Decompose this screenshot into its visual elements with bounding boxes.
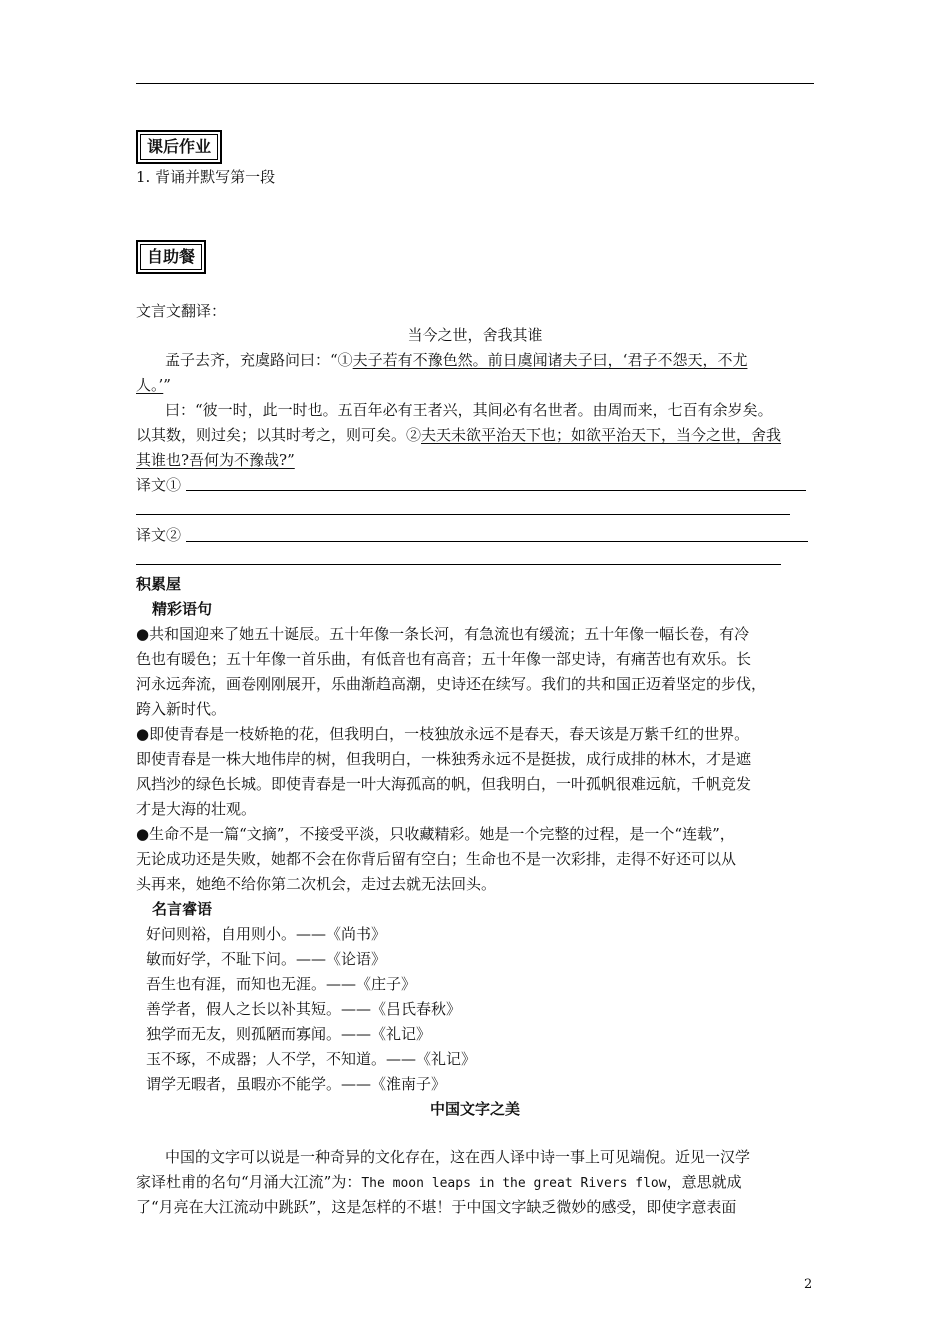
sentence-1-line-2: 色也有暖色；五十年像一首乐曲，有低音也有高音；五十年像一部史诗，有痛苦也有欢乐。长 bbox=[136, 650, 752, 668]
sentence-2-line-1: ●即使青春是一枝娇艳的花，但我明白，一枝独放永远不是春天，春天该是万紫千红的世界。 bbox=[136, 725, 750, 743]
translation-heading: 文言文翻译： bbox=[136, 302, 227, 320]
buffet-box: 自助餐 bbox=[136, 240, 206, 274]
answer-blank-2a[interactable] bbox=[186, 541, 808, 542]
answer-blank-2b[interactable] bbox=[136, 564, 781, 565]
sentence-2-line-2: 即使青春是一株大地伟岸的树，但我明白，一株独秀永远不是挺拔，成行成排的林木，才是遮 bbox=[136, 750, 752, 768]
sub-heading-quotes: 名言睿语 bbox=[152, 900, 213, 918]
homework-box: 课后作业 bbox=[136, 130, 222, 164]
quote-item: 玉不琢，不成器；人不学，不知道。——《礼记》 bbox=[146, 1050, 477, 1068]
sentence-1-line-1: ●共和国迎来了她五十诞辰。五十年像一条长河，有急流也有缓流；五十年像一幅长卷，有冷 bbox=[136, 625, 750, 643]
sentence-2-line-3: 风挡沙的绿色长城。即使青春是一叶大海孤高的帆，但我明白，一叶孤帆很难远航，千帆竞发 bbox=[136, 775, 752, 793]
answer-blank-1b[interactable] bbox=[136, 514, 790, 515]
quote-item: 好问则裕，自用则小。——《尚书》 bbox=[146, 925, 387, 943]
homework-item: 1. 背诵并默写第一段 bbox=[136, 168, 276, 186]
answer-blank-1a[interactable] bbox=[186, 490, 806, 491]
passage-line-4: 以其数，则过矣；以其时考之，则可矣。②夫天未欲平治天下也；如欲平治天下，当今之世，舍我 bbox=[136, 426, 782, 444]
passage-line-1: 孟子去齐，充虞路问曰：“①夫子若有不豫色然。前日虞闻诸夫子曰，‘君子不怨天，不尤 bbox=[165, 351, 748, 369]
quote-item: 独学而无友，则孤陋而寡闻。——《礼记》 bbox=[146, 1025, 432, 1043]
sentence-1-line-4: 跨入新时代。 bbox=[136, 700, 227, 718]
essay-title: 中国文字之美 bbox=[429, 1100, 520, 1118]
passage-line-3: 曰：“彼一时，此一时也。五百年必有王者兴，其间必有名世者。由周而来，七百有余岁矣。 bbox=[165, 401, 773, 419]
translation-label-2: 译文② bbox=[136, 526, 182, 544]
translation-label-1: 译文① bbox=[136, 476, 182, 494]
passage-line-5: 其谁也?吾何为不豫哉?” bbox=[136, 451, 295, 469]
sub-heading-sentences: 精彩语句 bbox=[152, 600, 213, 618]
sentence-3-line-3: 头再来，她绝不给你第二次机会，走过去就无法回头。 bbox=[136, 875, 497, 893]
top-rule bbox=[136, 83, 814, 84]
essay-line-1: 中国的文字可以说是一种奇异的文化存在，这在西人译中诗一事上可见端倪。近见一汉学 bbox=[165, 1148, 751, 1166]
accumulate-heading: 积累屋 bbox=[136, 575, 182, 593]
essay-line-3: 了“月亮在大江流动中跳跃”，这是怎样的不堪！于中国文字缺乏微妙的感受，即使字意表面 bbox=[136, 1198, 737, 1216]
passage-line-2: 人。’” bbox=[136, 376, 171, 394]
sentence-3-line-2: 无论成功还是失败，她都不会在你背后留有空白；生命也不是一次彩排，走得不好还可以从 bbox=[136, 850, 737, 868]
sentence-2-line-4: 才是大海的壮观。 bbox=[136, 800, 257, 818]
quote-item: 吾生也有涯，而知也无涯。——《庄子》 bbox=[146, 975, 417, 993]
sentence-1-line-3: 河永远奔流，画卷刚刚展开，乐曲渐趋高潮，史诗还在续写。我们的共和国正迈着坚定的步伐， bbox=[136, 675, 767, 693]
quote-item: 谓学无暇者，虽暇亦不能学。——《淮南子》 bbox=[146, 1075, 447, 1093]
text-title: 当今之世，舍我其谁 bbox=[407, 326, 543, 344]
page-number: 2 bbox=[804, 1277, 813, 1292]
essay-line-2: 家译杜甫的名句“月涌大江流”为：The moon leaps in the great Rivers flow，意思就成 bbox=[136, 1173, 742, 1191]
quote-item: 善学者，假人之长以补其短。——《吕氏春秋》 bbox=[146, 1000, 462, 1018]
quote-item: 敏而好学，不耻下问。——《论语》 bbox=[146, 950, 387, 968]
sentence-3-line-1: ●生命不是一篇“文摘”，不接受平淡，只收藏精彩。她是一个完整的过程，是一个“连载”， bbox=[136, 825, 735, 843]
